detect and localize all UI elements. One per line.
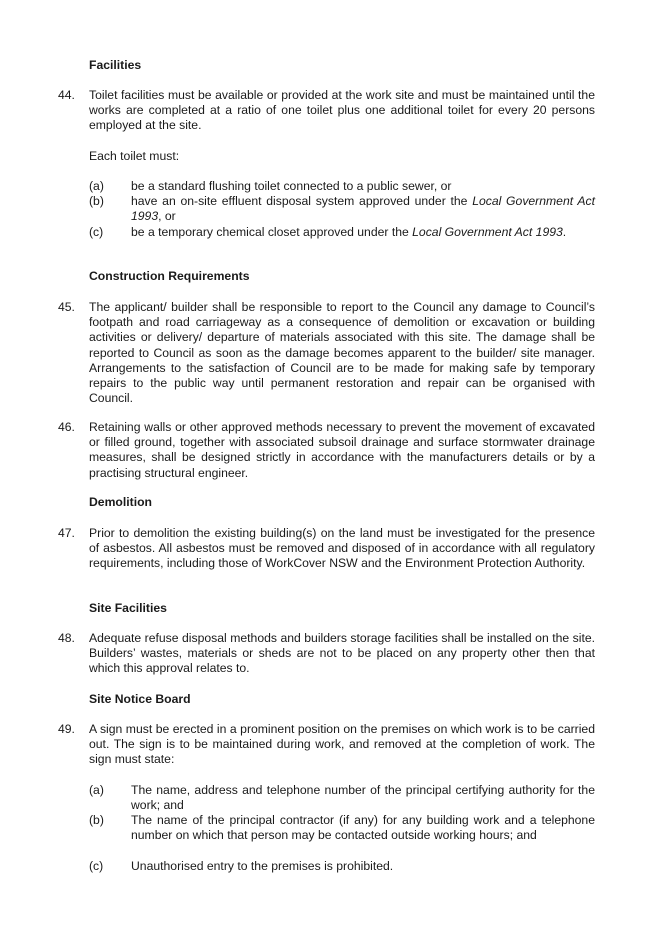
list-label: (a)	[89, 179, 104, 193]
list-item-text: be a temporary chemical closet approved under the	[131, 225, 413, 239]
list-item-text: have an on-site effluent disposal system approved under the	[131, 194, 473, 208]
condition-text-47: Prior to demolition the existing building(s) on the land must be investigated for the presence of asbestos. All asbestos must be removed and disposed of in accordance with all regulatory requirements, including those of WorkCover NSW and the Environment Protection Authority.	[89, 526, 595, 571]
list-label: (c)	[89, 859, 104, 873]
condition-number-46: 46.	[58, 420, 75, 434]
heading-demolition: Demolition	[89, 495, 152, 509]
condition-text-49: A sign must be erected in a prominent position on the premises on which work is to be carried out. The sign is to be maintained during work, and removed at the completion of work. The sign must state:	[89, 722, 595, 767]
condition-number-49: 49.	[58, 722, 75, 736]
heading-site-notice-board: Site Notice Board	[89, 692, 191, 706]
condition-text-48: Adequate refuse disposal methods and builders storage facilities shall be installed on the site. Builders’ wastes, materials or sheds are not to be placed on any property other then that which this approval relates to.	[89, 631, 595, 676]
list-item-text: .	[562, 225, 567, 239]
list-item	[131, 194, 595, 224]
condition-number-47: 47.	[58, 526, 75, 540]
heading-facilities: Facilities	[89, 58, 142, 72]
list-label: (a)	[89, 783, 104, 797]
heading-site-facilities: Site Facilities	[89, 601, 167, 615]
list-item: The name of the principal contractor (if any) for any building work and a telephone number on which that person may be contacted outside working hours; and	[131, 813, 595, 843]
toilet-intro: Each toilet must:	[89, 149, 180, 163]
list-item	[131, 225, 595, 240]
act-reference: Local Government Act 1993	[131, 194, 596, 224]
heading-construction-requirements: Construction Requirements	[89, 269, 250, 283]
list-item: Unauthorised entry to the premises is prohibited.	[131, 859, 394, 873]
list-item: The name, address and telephone number of the principal certifying authority for the work; and	[131, 783, 595, 813]
condition-text-44: Toilet facilities must be available or provided at the work site and must be maintained until the works are completed at a ratio of one toilet plus one additional toilet for every 20 persons employed at the site.	[89, 88, 595, 133]
condition-number-44: 44.	[58, 88, 75, 102]
condition-text-46: Retaining walls or other approved methods necessary to prevent the movement of excavated or filled ground, together with associated subsoil drainage and surface stormwater drainage measures, shall be designed strictly in accordance with the manufacturers details or by a practising structural engineer.	[89, 420, 595, 480]
act-reference: Local Government Act 1993	[412, 225, 563, 239]
condition-text-45: The applicant/ builder shall be responsible to report to the Council any damage to Council’s footpath and road carriageway as a consequence of demolition or excavation or building activities or delivery/ departure of materials associated with this site. The damage shall be reported to Council as soon as the damage becomes apparent to the builder/ site manager. Arrangements to the satisfaction of Council are to be made for making safe by temporary repairs to the public way until permanent restoration and repair can be organised with Council.	[89, 300, 595, 406]
list-label: (b)	[89, 813, 104, 827]
list-label: (b)	[89, 194, 104, 208]
condition-number-48: 48.	[58, 631, 75, 645]
list-item: be a standard flushing toilet connected to a public sewer, or	[131, 179, 452, 193]
condition-number-45: 45.	[58, 300, 75, 314]
list-label: (c)	[89, 225, 104, 239]
list-item-text: , or	[158, 209, 176, 224]
